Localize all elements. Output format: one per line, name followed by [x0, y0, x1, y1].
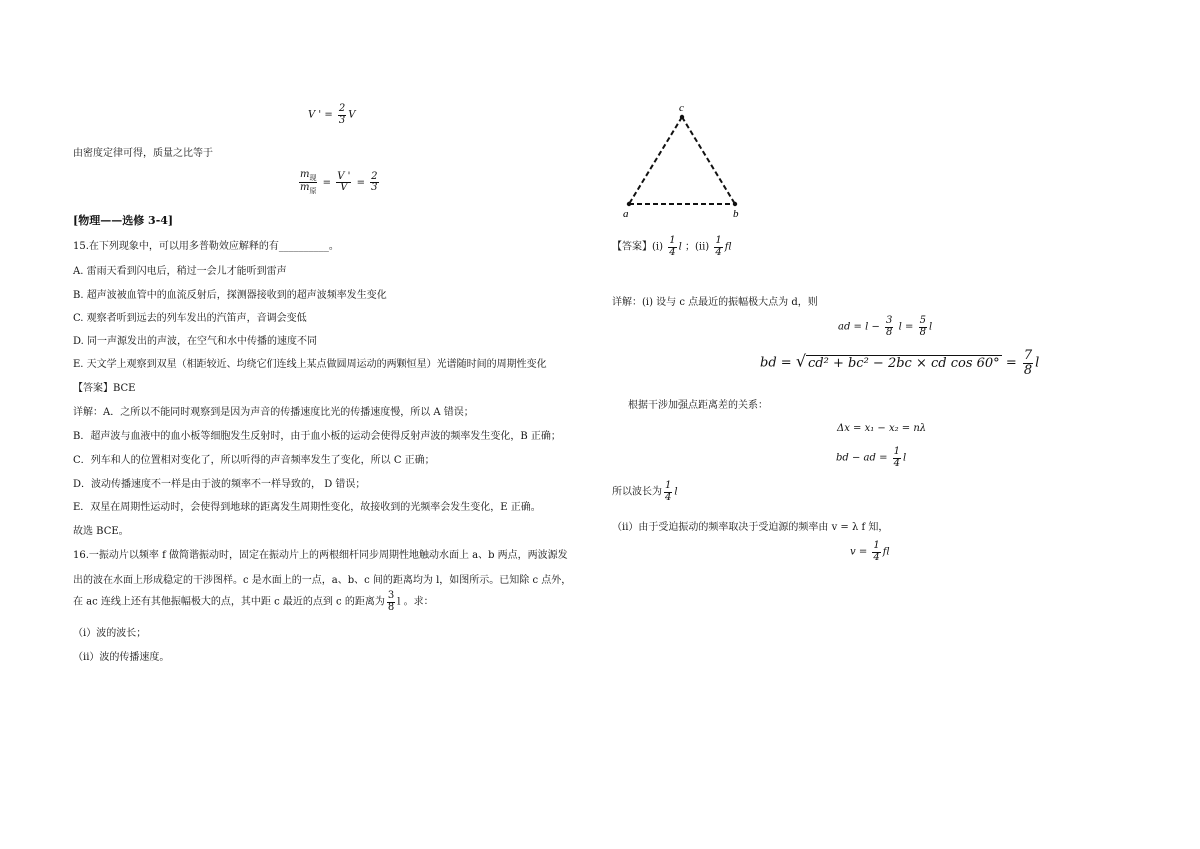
question-16-part-i: （i）波的波长； [73, 628, 147, 639]
option-e: E. 天文学上观察到双星（相距较近、均绕它们连线上某点做圆周运动的两颗恒星）光谱随时间的周期性变化 [73, 359, 547, 370]
answer-i-var: l [678, 241, 682, 253]
density-text: 由密度定律可得，质量之比等于 [73, 148, 213, 159]
eq-v-fraction [338, 104, 346, 126]
ad-lhs: ad = l − [838, 321, 880, 333]
answer-ii-num: 1 [715, 235, 722, 246]
bd-num: 7 [1023, 348, 1033, 363]
ad-f2-num: 5 [919, 315, 926, 326]
q16-line3-end: l 。求： [397, 596, 434, 608]
label-c: c [679, 102, 684, 114]
sqrt-icon: √ [795, 351, 807, 371]
mass-num: m [300, 169, 310, 180]
option-c: C. 观察者听到远去的列车发出的汽笛声，音调会变低 [73, 313, 307, 324]
eq-v-den: 3 [338, 114, 346, 126]
result-fraction [370, 172, 378, 194]
section-title: [物理——选修 3-4] [73, 214, 174, 227]
triangle-diagram [615, 100, 755, 222]
point-b [733, 202, 737, 206]
question-16-line1: 16.一振动片以频率 f 做简谐振动时，固定在振动片上的两根细杆同步周期性地触动水面上 a、b 两点，两波源发 [73, 550, 568, 561]
mass-den-sub: 原 [309, 187, 317, 196]
ad-f1-num: 3 [886, 315, 893, 326]
wavelength-fraction [664, 481, 672, 503]
bd-root: cd² + bc² − 2bc × cd cos 60° [808, 355, 1000, 371]
bd-end: l [1035, 355, 1040, 371]
wl-num: 1 [665, 480, 672, 491]
mass-ratio-fraction [299, 170, 317, 196]
velocity-equation [850, 541, 889, 563]
wavelength-result [612, 481, 678, 503]
answer-ii-den: 4 [715, 246, 722, 258]
eq-v-rhs: V [348, 109, 356, 121]
explanation-b: B．超声波与血液中的血小板等细胞发生反射时，由于血小板的运动会使得反射声波的频率发生变化，B 正确； [73, 431, 561, 442]
question-16-line3 [73, 591, 434, 613]
question-16-line2: 出的波在水面上形成稳定的干涉图样。c 是水面上的一点，a、b、c 间的距离均为 l，如图所示。已知除 c 点外， [73, 575, 572, 586]
eq-v-num: 2 [338, 103, 346, 114]
ad-end: l [928, 321, 933, 333]
option-d: D. 同一声源发出的声波，在空气和水中传播的速度不同 [73, 336, 318, 347]
mass-den: m [300, 182, 310, 194]
delta-equation: Δx = x₁ − x₂ = nλ [837, 423, 927, 434]
ad-f1-den: 8 [886, 326, 893, 338]
explanation-a: 详解：A．之所以不能同时观察到是因为声音的传播速度比光的传播速度慢，所以 A 错误； [73, 407, 474, 418]
mass-mid-num: V ' [337, 170, 351, 182]
q16-line3-text: 在 ac 连线上还有其他振幅极大的点，其中距 c 最近的点到 c 的距离为 [73, 596, 385, 608]
question-15: 15.在下列现象中，可以用多普勒效应解释的有__________。 [73, 241, 339, 252]
ad-mid: l = [898, 321, 914, 333]
interference-text: 根据干涉加强点距离差的关系： [628, 400, 768, 411]
v-den: 4 [873, 551, 880, 563]
volume-ratio-fraction [336, 172, 351, 194]
explanation-intro: 详解：(i) 设与 c 点最近的振幅极大点为 d，则 [612, 297, 818, 308]
bd-minus-ad-equation [836, 447, 906, 469]
answer-15: 【答案】BCE [73, 383, 136, 394]
v-num: 1 [873, 540, 880, 551]
wavelength-text: 所以波长为 [612, 486, 662, 498]
bd-equation [760, 349, 1039, 377]
mass-ratio-equation: $\frac{m_现}{m_原}$ = $\frac{V '}{V}$ = $\frac{2}{3}$ [300, 169, 378, 196]
explanation-d: D．波动传播速度不一样是由于波的频率不一样导致的， D 错误； [73, 479, 366, 490]
bd-den: 8 [1023, 362, 1033, 378]
answer-ii-var: fl [724, 241, 732, 253]
q16-frac-den: 8 [387, 601, 395, 613]
answer-i-num: 1 [669, 235, 676, 246]
option-b: B. 超声波被血管中的血流反射后，探测器接收到的超声波频率发生变化 [73, 290, 387, 301]
bdad-num: 1 [893, 446, 901, 457]
v-end: fl [882, 546, 890, 558]
ad-fraction-1 [885, 316, 893, 338]
answer-16 [612, 236, 731, 258]
v-fraction [872, 541, 880, 563]
label-b: b [733, 208, 739, 220]
question-16-part-ii: （ii）波的传播速度。 [73, 652, 170, 663]
label-a: a [623, 208, 629, 220]
ad-equation [838, 316, 932, 338]
wl-end: l [674, 486, 678, 498]
side-cb [682, 117, 735, 204]
bdad-end: l [903, 452, 907, 464]
bd-lhs: bd = [760, 355, 792, 371]
mass-mid-den: V [340, 182, 348, 194]
bd-fraction [1023, 349, 1033, 377]
mass-res-den: 3 [371, 182, 378, 194]
bdad-fraction [893, 447, 901, 469]
bd-eq: = [1005, 355, 1017, 371]
side-ca [629, 117, 682, 204]
bdad-lhs: bd − ad = [836, 452, 888, 464]
eq-v-lhs: V ' [308, 109, 322, 121]
volume-equation: V ' = $\frac{2}{3}$ V [308, 103, 356, 126]
option-a: A. 雷雨天看到闪电后，稍过一会儿才能听到雷声 [73, 266, 287, 277]
explanation-c: C．列车和人的位置相对变化了，所以听得的声音频率发生了变化，所以 C 正确； [73, 455, 435, 466]
ad-f2-den: 8 [919, 326, 926, 338]
point-a [627, 202, 631, 206]
q16-frac-num: 3 [387, 590, 395, 601]
wl-den: 4 [665, 491, 672, 503]
answer-i-fraction [668, 236, 676, 258]
mass-num-sub: 现 [309, 174, 317, 182]
point-c [680, 115, 684, 119]
answer-ii-fraction [714, 236, 722, 258]
answer-sep: ；(ii) [684, 241, 710, 253]
mass-res-num: 2 [371, 170, 378, 182]
part-ii-text: （ii）由于受迫振动的频率取决于受迫源的频率由 v = λ f 知， [612, 522, 889, 533]
v-lhs: v = [850, 546, 868, 558]
q16-fraction [387, 591, 395, 613]
bdad-den: 4 [893, 457, 901, 469]
answer-i-den: 4 [669, 246, 676, 258]
ad-fraction-2 [919, 316, 927, 338]
choose-answer: 故选 BCE。 [73, 526, 129, 537]
answer-prefix: 【答案】(i) [612, 241, 664, 253]
explanation-e: E．双星在周期性运动时，会使得到地球的距离发生周期性变化，故接收到的光频率会发生变化，E 正确。 [73, 502, 541, 513]
